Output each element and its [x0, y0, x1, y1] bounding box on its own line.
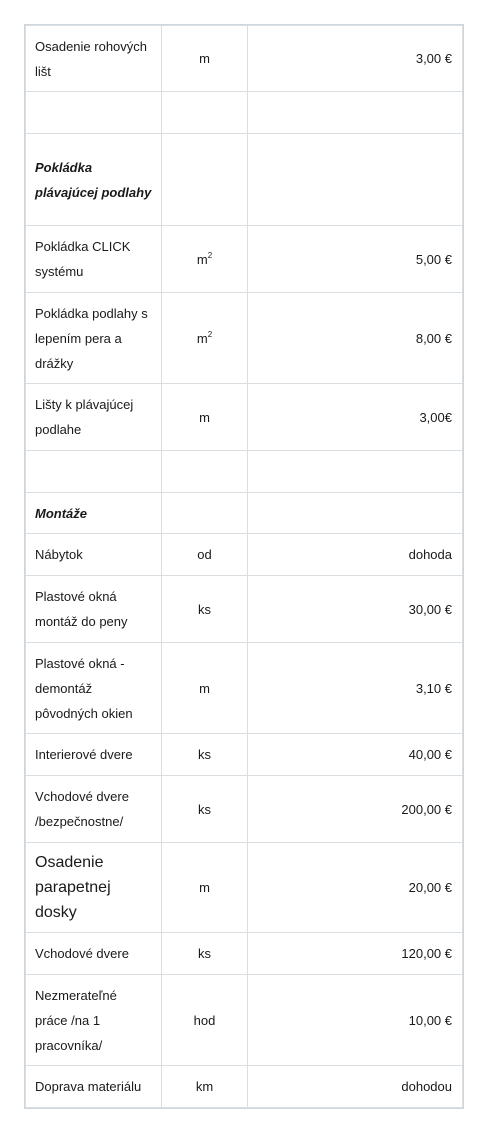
- unit-cell: [162, 226, 248, 293]
- unit-label: ks: [198, 601, 211, 617]
- unit-cell: [162, 734, 248, 776]
- unit-exponent: 2: [207, 329, 213, 339]
- unit-cell: [162, 534, 248, 576]
- price-value: dohoda: [248, 534, 463, 576]
- section-header-row: [26, 134, 463, 226]
- table-row: [26, 1066, 463, 1108]
- unit-label: m: [199, 409, 210, 425]
- price-value: 200,00 €: [248, 776, 463, 843]
- price-value: 40,00 €: [248, 734, 463, 776]
- price-value: 8,00 €: [248, 293, 463, 384]
- unit-cell: [162, 776, 248, 843]
- price-value: 120,00 €: [248, 933, 463, 975]
- service-name: Doprava materiálu: [26, 1066, 162, 1108]
- price-value: dohodou: [248, 1066, 463, 1108]
- unit-cell: [162, 933, 248, 975]
- unit-label: m: [196, 251, 208, 267]
- unit-label: km: [195, 1079, 214, 1094]
- price-value: 5,00 €: [248, 226, 463, 293]
- section-header-row: [26, 493, 463, 534]
- table-row: [26, 226, 463, 293]
- service-name: Interierové dvere: [26, 734, 162, 776]
- section-title: Montáže: [26, 493, 162, 534]
- table-row: [26, 933, 463, 975]
- table-row: [26, 734, 463, 776]
- table-row: [26, 384, 463, 451]
- table-row: [26, 576, 463, 643]
- unit-label: m: [199, 51, 210, 66]
- table-row: [26, 843, 463, 933]
- unit-label: od: [197, 547, 212, 562]
- unit-label: m: [199, 680, 210, 696]
- empty-cell: [162, 134, 248, 226]
- unit-cell: [162, 26, 248, 92]
- service-name: Plastové okná montáž do peny: [26, 576, 162, 643]
- unit-label: ks: [198, 747, 211, 762]
- empty-cell: [248, 134, 463, 226]
- empty-cell: [162, 92, 248, 134]
- empty-cell: [162, 493, 248, 534]
- blank-row: [26, 92, 463, 134]
- table-row: [26, 26, 463, 92]
- unit-label: hod: [193, 1012, 216, 1028]
- price-value: 3,00 €: [248, 26, 463, 92]
- service-name: Osadenie rohových lišt: [26, 26, 162, 92]
- table-row: [26, 975, 463, 1066]
- price-list-table: [24, 24, 464, 1109]
- table-row: [26, 534, 463, 576]
- unit-label: m: [196, 330, 208, 346]
- service-name: Pokládka CLICK systému: [26, 226, 162, 293]
- price-value: 3,00€: [248, 384, 463, 451]
- unit-label: m: [199, 880, 210, 895]
- unit-cell: [162, 1066, 248, 1108]
- section-title: Pokládka plávajúcej podlahy: [26, 134, 162, 226]
- service-name: Plastové okná - demontáž pôvodných okien: [26, 643, 162, 734]
- service-name: Lišty k plávajúcej podlahe: [26, 384, 162, 451]
- unit-label: ks: [198, 946, 211, 961]
- price-list-body: [26, 26, 463, 1108]
- blank-row: [26, 451, 463, 493]
- service-name: Vchodové dvere /bezpečnostne/: [26, 776, 162, 843]
- unit-cell: [162, 576, 248, 643]
- unit-label: ks: [198, 801, 211, 817]
- unit-cell: [162, 384, 248, 451]
- empty-cell: [248, 92, 463, 134]
- table-row: [26, 643, 463, 734]
- unit-exponent: 2: [207, 250, 213, 260]
- empty-cell: [248, 493, 463, 534]
- unit-cell: [162, 843, 248, 933]
- service-name: Nezmerateľné práce /na 1 pracovníka/: [26, 975, 162, 1066]
- price-value: 10,00 €: [248, 975, 463, 1066]
- unit-cell: [162, 293, 248, 384]
- price-value: 3,10 €: [248, 643, 463, 734]
- empty-cell: [26, 92, 162, 134]
- table-row: [26, 293, 463, 384]
- unit-cell: [162, 975, 248, 1066]
- price-value: 20,00 €: [248, 843, 463, 933]
- unit-cell: [162, 643, 248, 734]
- service-name: Pokládka podlahy s lepením pera a drážky: [26, 293, 162, 384]
- price-value: 30,00 €: [248, 576, 463, 643]
- empty-cell: [162, 451, 248, 493]
- service-name: Nábytok: [26, 534, 162, 576]
- service-name: Vchodové dvere: [26, 933, 162, 975]
- empty-cell: [248, 451, 463, 493]
- empty-cell: [26, 451, 162, 493]
- service-name: Osadenie parapetnej dosky: [26, 843, 162, 933]
- table-row: [26, 776, 463, 843]
